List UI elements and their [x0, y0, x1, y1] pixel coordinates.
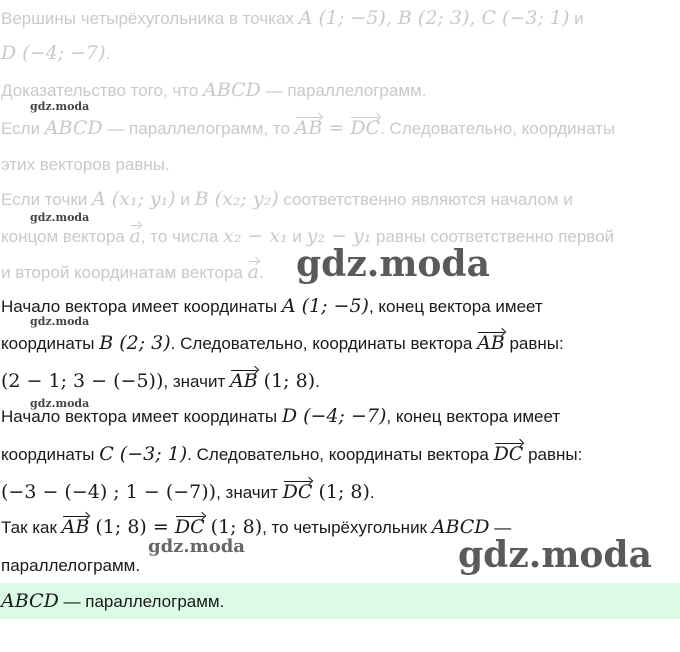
text: . Следовательно, координаты вектора: [170, 334, 478, 353]
text: и: [175, 190, 195, 209]
vector-dc: DC: [350, 117, 381, 139]
text: .: [258, 263, 264, 282]
text: . Следовательно, координаты вектора: [187, 445, 494, 464]
math: C (−3; 1): [99, 443, 188, 465]
text: Начало вектора имеет координаты: [1, 297, 282, 316]
watermark-small: gdz.moda: [30, 211, 90, 224]
text: равны:: [523, 445, 583, 464]
math: (1; 8) =: [89, 516, 175, 538]
text: — параллелограмм, то: [102, 119, 295, 138]
text: Если точки: [1, 190, 92, 209]
text: , конец вектора имеет: [386, 407, 561, 426]
text: и: [287, 227, 307, 246]
math: A (1; −5), B (2; 3), C (−3; 1): [298, 7, 570, 29]
text: .: [369, 483, 375, 502]
faded-line-4: [1, 117, 615, 140]
line-10: [1, 332, 564, 355]
math: ABCD: [44, 117, 103, 139]
text: Вершины четырёхугольника в точках: [1, 9, 299, 28]
text: этих векторов равны.: [1, 155, 170, 174]
line-13: [1, 443, 582, 466]
faded-line-6: [1, 188, 573, 211]
text: — параллелограмм.: [260, 81, 427, 100]
text: соответственно являются началом и: [278, 190, 573, 209]
text: .: [105, 44, 111, 63]
math: ABCD: [1, 590, 59, 612]
text: параллелограмм.: [1, 556, 141, 575]
text: .: [315, 372, 320, 391]
text: концом вектора: [1, 227, 130, 246]
faded-line-5: [1, 154, 170, 176]
math: x₂ − x₁: [223, 225, 288, 247]
vector-dc: DC: [282, 481, 313, 503]
text: —: [489, 518, 512, 537]
vector-dc: DC: [174, 516, 205, 538]
text: Доказательство того, что: [1, 81, 204, 100]
text: и второй координатам вектора: [1, 263, 248, 282]
math: (1; 8): [257, 370, 316, 392]
text: Так как: [1, 518, 62, 537]
math: (1; 8): [312, 481, 370, 503]
math: A (1; −5): [281, 295, 369, 317]
vector-a: a: [247, 261, 259, 283]
math: B (2; 3): [99, 332, 171, 354]
text: , конец вектора имеет: [368, 297, 543, 316]
watermark-small: gdz.moda: [30, 100, 90, 113]
vector-ab: AB: [61, 516, 90, 538]
math: (−3 − (−4) ; 1 − (−7)): [1, 481, 217, 503]
line-11: [1, 370, 320, 393]
text: равны:: [504, 334, 564, 353]
math: y₂ − y₁: [306, 225, 372, 247]
vector-ab: AB: [477, 332, 505, 354]
text: , значит: [216, 483, 283, 502]
math: ABCD: [203, 79, 261, 101]
text: равны соответственно первой: [371, 227, 615, 246]
line-16: [1, 555, 140, 577]
text: Начало вектора имеет координаты: [1, 407, 282, 426]
watermark-big: gdz.moda: [458, 534, 652, 576]
text: . Следовательно, координаты: [380, 119, 616, 138]
line-14: [1, 481, 375, 504]
math: ABCD: [431, 516, 490, 538]
text: координаты: [1, 445, 100, 464]
vector-dc: DC: [493, 443, 524, 465]
vector-ab: AB: [294, 117, 323, 139]
faded-line-2: [1, 42, 110, 65]
faded-line-8: [1, 261, 264, 284]
math: B (x₂; y₂): [194, 188, 279, 210]
text: , то числа: [140, 227, 223, 246]
math: =: [322, 117, 351, 139]
text: , то четырёхугольник: [262, 518, 432, 537]
math: (1; 8): [204, 516, 263, 538]
math: A (x₁; y₁): [91, 188, 176, 210]
faded-line-3: [1, 79, 426, 102]
text: , значит: [163, 372, 230, 391]
vector-a: a: [129, 225, 141, 247]
answer-line: [1, 590, 224, 613]
text: Если: [1, 119, 45, 138]
math: (2 − 1; 3 − (−5)): [1, 370, 164, 392]
text: координаты: [1, 334, 100, 353]
line-15: [1, 516, 511, 539]
text: — параллелограмм.: [58, 592, 225, 611]
watermark-big: gdz.moda: [296, 243, 490, 285]
math: D (−4; −7): [1, 42, 106, 64]
answer-box: [0, 583, 680, 619]
faded-line-1: [1, 7, 584, 30]
watermark-small: gdz.moda: [30, 397, 90, 410]
text: и: [569, 9, 584, 28]
math: D (−4; −7): [281, 405, 387, 427]
watermark-mid: gdz.moda: [148, 536, 245, 557]
vector-ab: AB: [229, 370, 258, 392]
watermark-small: gdz.moda: [30, 315, 90, 328]
